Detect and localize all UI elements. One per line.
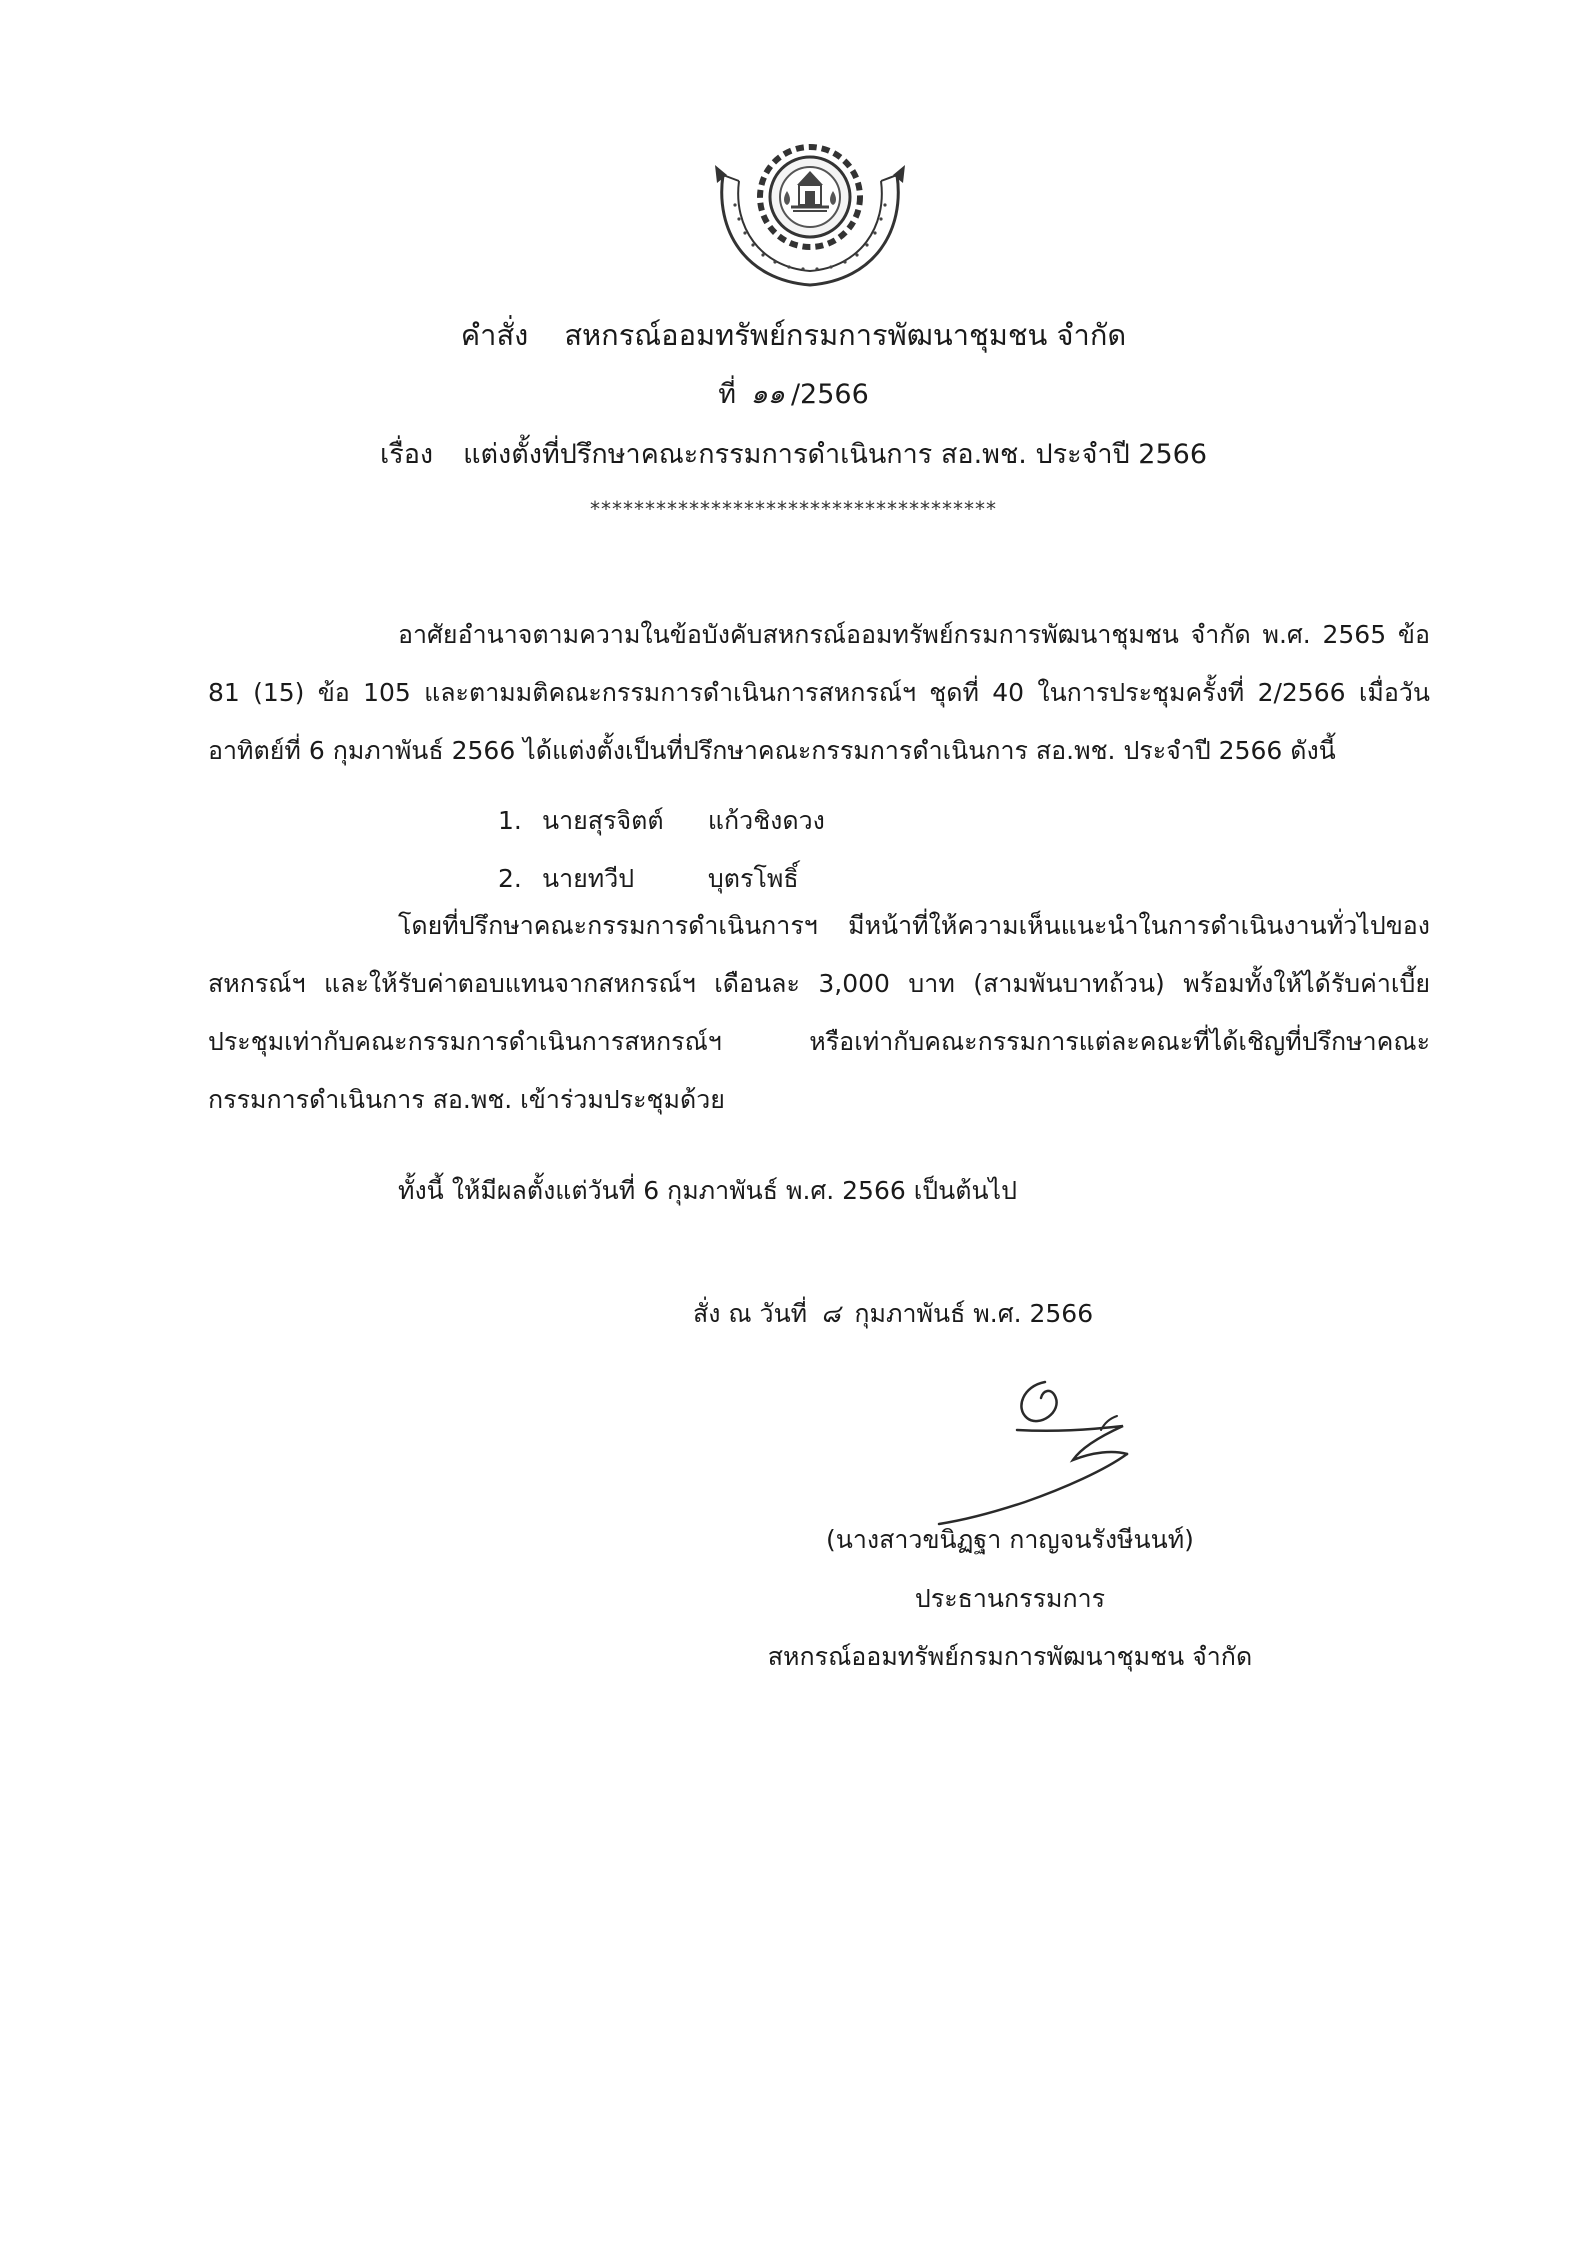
signer-organization: สหกรณ์ออมทรัพย์กรมการพัฒนาชุมชน จำกัด: [767, 1642, 1253, 1671]
advisor-number: 2.: [498, 864, 522, 893]
duties-paragraph: [208, 897, 1430, 1129]
handwritten-day: ๘: [821, 1299, 841, 1328]
order-date-suffix: กุมภาพันธ์ พ.ศ. 2566: [854, 1299, 1094, 1328]
order-title: [0, 318, 1587, 352]
effective-date: ทั้งนี้ ให้มีผลตั้งแต่วันที่ 6 กุมภาพันธ์ พ.ศ. 2566 เป็นต้นไป: [398, 1176, 1017, 1205]
organization-name: สหกรณ์ออมทรัพย์กรมการพัฒนาชุมชน จำกัด: [564, 318, 1127, 352]
signer-name: (นางสาวขนิฏฐา กาญจนรังษีนนท์): [826, 1525, 1194, 1554]
handwritten-signature: [905, 1360, 1165, 1540]
cooperative-seal-logo: [705, 135, 915, 290]
number-prefix: ที่: [718, 379, 737, 410]
advisor-last-name: แก้วชิงดวง: [707, 806, 825, 835]
advisor-list-item: [498, 804, 825, 838]
duties-text: โดยที่ปรึกษาคณะกรรมการดำเนินการฯ มีหน้าที่ให้ความเห็นแนะนำในการดำเนินงานทั่วไปของสหกรณ์ฯ และให้รับค่าตอบแทนจากสหกรณ์ฯ เดือนละ 3,000 บาท (สามพันบาทถ้วน) พร้อมทั้งให้ได้รับค่าเบี้ยประชุมเท่ากับคณะกรรมการดำเนินการสหกรณ์ฯ หรือเท่ากับคณะกรรมการแต่ละคณะที่ได้เชิญที่ปรึกษาคณะกรรมการดำเนินการ สอ.พช. เข้าร่วมประชุมด้วย: [208, 911, 1430, 1114]
handwritten-number: ๑๑: [750, 379, 785, 410]
authority-paragraph: [208, 606, 1430, 780]
subject-text: แต่งตั้งที่ปรึกษาคณะกรรมการดำเนินการ สอ.พช. ประจำปี 2566: [463, 439, 1208, 470]
number-year: /2566: [790, 379, 869, 410]
advisor-first-name: นายสุรจิตต์: [542, 806, 664, 835]
subject-label: เรื่อง: [379, 439, 434, 470]
separator-line: *************************************: [590, 497, 997, 521]
order-subject: [0, 438, 1587, 472]
signer-position: ประธานกรรมการ: [914, 1584, 1106, 1613]
advisor-first-name: นายทวีป: [542, 864, 635, 893]
order-date: [693, 1297, 1093, 1331]
advisor-last-name: บุตรโพธิ์: [707, 864, 799, 893]
order-date-prefix: สั่ง ณ วันที่: [693, 1299, 808, 1328]
order-label: คำสั่ง: [460, 318, 529, 352]
order-number: [0, 378, 1587, 412]
advisor-number: 1.: [498, 806, 522, 835]
advisor-list-item: [498, 862, 799, 896]
authority-text: อาศัยอำนาจตามความในข้อบังคับสหกรณ์ออมทรัพย์กรมการพัฒนาชุมชน จำกัด พ.ศ. 2565 ข้อ 81 (15) ข้อ 105 และตามมติคณะกรรมการดำเนินการสหกรณ์ฯ ชุดที่ 40 ในการประชุมครั้งที่ 2/2566 เมื่อวันอาทิตย์ที่ 6 กุมภาพันธ์ 2566 ได้แต่งตั้งเป็นที่ปรึกษาคณะกรรมการดำเนินการ สอ.พช. ประจำปี 2566 ดังนี้: [208, 620, 1430, 765]
